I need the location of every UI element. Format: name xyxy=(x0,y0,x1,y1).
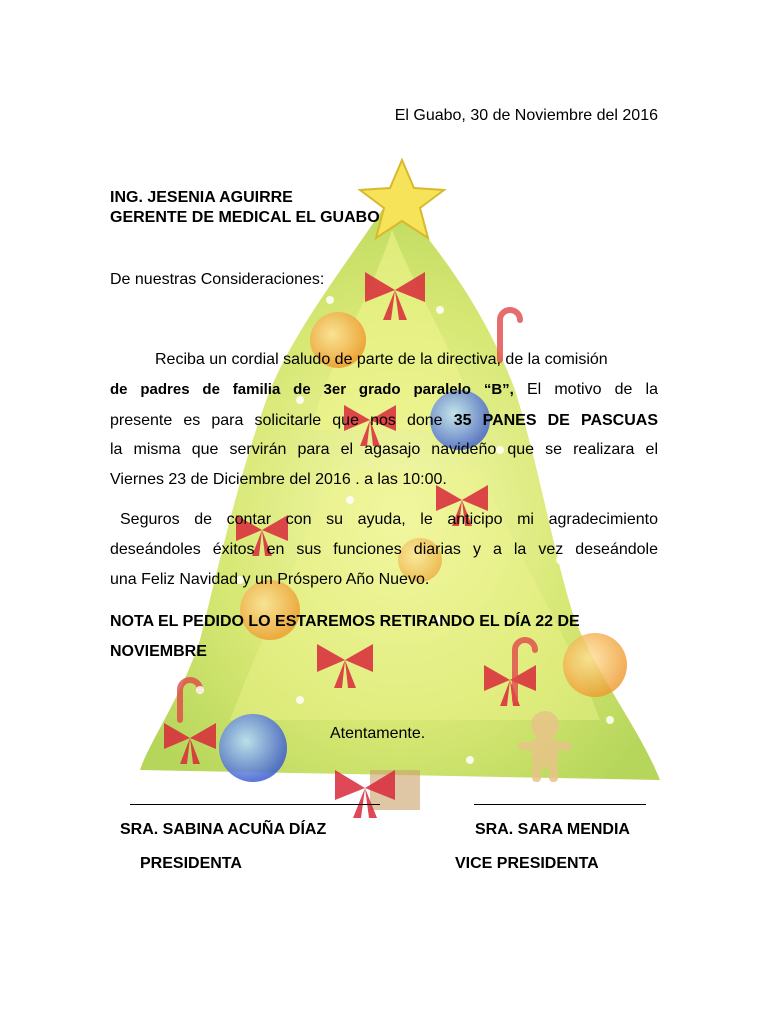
paragraph-2-line-1 xyxy=(120,510,658,530)
greeting: De nuestras Consideraciones: xyxy=(110,271,325,288)
paragraph-1-line-4 xyxy=(110,440,658,460)
paragraph-1-line-2-rest: El motivo de la xyxy=(526,381,659,398)
signer-1-name: SRA. SABINA ACUÑA DÍAZ xyxy=(120,821,327,838)
signer-1-role: PRESIDENTA xyxy=(140,855,242,872)
paragraph-1-line-3 xyxy=(110,411,658,431)
signer-2-name: SRA. SARA MENDIA xyxy=(475,821,630,838)
paragraph-2-line-2 xyxy=(110,540,658,560)
closing: Atentamente. xyxy=(330,725,426,742)
paragraph-2-line-3: una Feliz Navidad y un Próspero Año Nuevo. xyxy=(110,571,430,588)
paragraph-1-line-2 xyxy=(110,380,658,400)
paragraph-1-line-1: Reciba un cordial saludo de parte de la directiva, de la comisión xyxy=(155,351,608,368)
bread-quantity-bold: 35 PANES DE PASCUAS xyxy=(453,412,658,429)
paragraph-1-line-4-text: la misma que servirán para el agasajo navideño que se realizara el xyxy=(110,441,658,458)
note-line-2: NOVIEMBRE xyxy=(110,643,207,660)
place-date: El Guabo, 30 de Noviembre del 2016 xyxy=(394,107,658,124)
paragraph-2-line-1-text: Seguros de contar con su ayuda, le anticipo mi agradecimiento xyxy=(120,511,658,528)
parents-commission-bold: de padres de familia de 3er grado paralelo “B”, xyxy=(110,381,514,398)
bow-icon xyxy=(335,770,395,818)
recipient-name: ING. JESENIA AGUIRRE xyxy=(110,189,293,206)
paragraph-2-line-2-text: deseándoles éxitos en sus funciones diarias y a la vez deseándole xyxy=(110,541,658,558)
note-line-1: NOTA EL PEDIDO LO ESTAREMOS RETIRANDO EL DÍA 22 DE xyxy=(110,613,580,630)
paragraph-1-line-3-start: presente es para solicitarle que nos done xyxy=(110,412,443,429)
recipient-title: GERENTE DE MEDICAL EL GUABO xyxy=(110,209,380,226)
paragraph-1-line-5: Viernes 23 de Diciembre del 2016 . a las 10:00. xyxy=(110,471,447,488)
signature-line-1 xyxy=(130,804,380,805)
ornament-icon xyxy=(563,633,627,697)
ornament-icon xyxy=(219,714,287,782)
signature-line-2 xyxy=(474,804,646,805)
signer-2-role: VICE PRESIDENTA xyxy=(455,855,599,872)
